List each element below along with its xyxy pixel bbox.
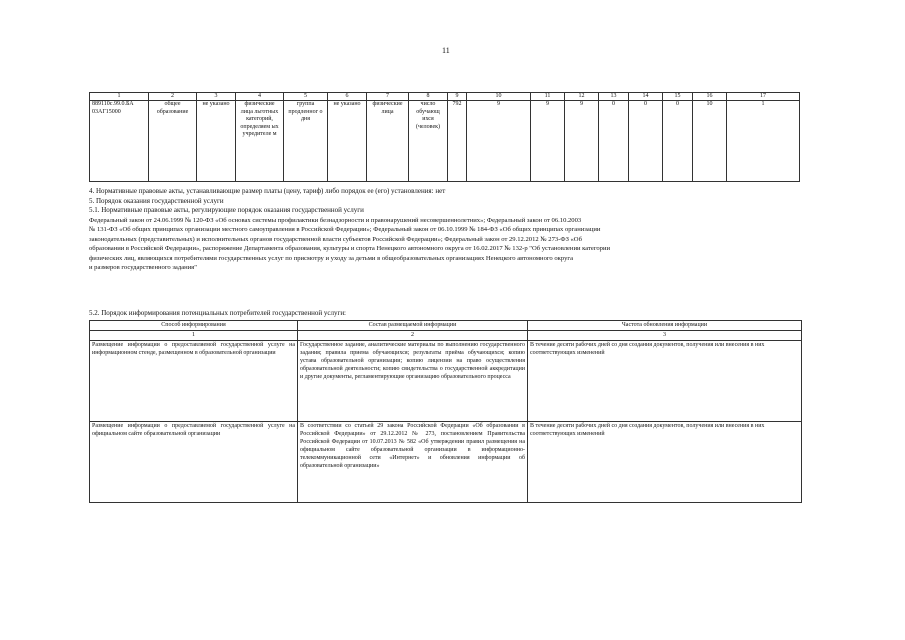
table-cell: 9 — [531, 101, 565, 182]
column-number: 16 — [693, 93, 727, 101]
section-4: 4. Нормативные правовые акты, устанавливающие размер платы (цену, тариф) либо порядок ее (его) установления: нет — [89, 187, 446, 195]
column-number: 1 — [90, 331, 298, 341]
frequency-cell: В течение десяти рабочих дней со дня создания документов, получения или внесения в них соответствующих изменений — [528, 341, 802, 422]
column-header: Частота обновления информации — [528, 321, 802, 331]
table-cell: не указано — [197, 101, 236, 182]
section-5-2: 5.2. Порядок информирования потенциальных потребителей государственной услуги: — [89, 309, 347, 317]
column-number: 5 — [284, 93, 328, 101]
table-row — [90, 341, 802, 422]
column-number: 14 — [629, 93, 663, 101]
table-cell: 0 — [629, 101, 663, 182]
column-number: 13 — [599, 93, 629, 101]
table-cell: общее образование — [149, 101, 197, 182]
laws-line: Федеральный закон от 24.06.1999 № 120-ФЗ «Об основах системы профилактики безнадзорности и правонарушений несовершеннолетних»; Федеральный закон от 06.10.2003 — [89, 216, 582, 224]
table-row — [90, 422, 802, 503]
table-cell: 792 — [448, 101, 467, 182]
method-cell: Размещение информации о предоставляемой государственной услуге на официальном сайте образовательной организации — [90, 422, 298, 503]
page-number: 11 — [442, 46, 450, 55]
laws-line: № 131-ФЗ «Об общих принципах организации местного самоуправления в Российской Федерации»; Федеральный закон от 06.10.1999 № 184-ФЗ «Об общих принципах организации — [89, 226, 601, 233]
column-number: 8 — [409, 93, 448, 101]
text-block — [89, 187, 801, 273]
column-number: 2 — [298, 331, 528, 341]
table-cell: не указано — [328, 101, 367, 182]
content-cell: В соответствии со статьей 29 закона Российской Федерации «Об образовании в Российской Федерации» от 29.12.2012 № 273, постановлением Правительства Российской Федерации от 10.07.2013 № 582 «Об утверждении правил размещения на официальном сайте образовательной организации в информационно-телекоммуникационной сети «Интернет» и обновления информации об образовательной организации» — [298, 422, 528, 503]
laws-line: и размеров государственного задания" — [89, 264, 197, 271]
table-cell: 0 — [599, 101, 629, 182]
column-number: 11 — [531, 93, 565, 101]
table-cell: число обучающ ихся (человек) — [409, 101, 448, 182]
column-number: 15 — [663, 93, 693, 101]
table-cell: 0 — [663, 101, 693, 182]
table-row — [90, 101, 800, 182]
column-number: 6 — [328, 93, 367, 101]
table-cell: группа продленног о дня — [284, 101, 328, 182]
laws-line: образовании в Российской Федерации», распоряжение Департамента образования, культуры и спорта Ненецкого автономного округа от 16.02.2017 № 132-р "Об установлении категории — [89, 245, 611, 252]
table-cell: 1 — [727, 101, 800, 182]
table-cell: 10 — [693, 101, 727, 182]
table-header-row — [90, 93, 800, 101]
column-number: 17 — [727, 93, 800, 101]
table-cell: 9 — [467, 101, 531, 182]
column-number: 7 — [367, 93, 409, 101]
laws-line: физических лиц, являющихся потребителями государственных услуг по присмотру и уходу за детьми в общеобразовательных организациях Ненецкого автономного округа — [89, 254, 574, 262]
table-cell: физические лица льготных категорий, определяем ых учредителе м — [236, 101, 284, 182]
column-number: 3 — [528, 331, 802, 341]
column-number: 2 — [149, 93, 197, 101]
column-number: 12 — [565, 93, 599, 101]
indicators-table — [89, 92, 800, 182]
info-table — [89, 320, 802, 503]
method-cell: Размещение информации о предоставляемой государственной услуге на информационном стенде, размещенном в образовательной организации — [90, 341, 298, 422]
laws-line: законодательных (представительных) и исполнительных органов государственной власти субъектов Российской Федерации»; Федеральный закон от 29.12.2012 № 273-ФЗ «Об — [89, 235, 582, 243]
frequency-cell: В течение десяти рабочих дней со дня создания документов, получения или внесения в них соответствующих изменений — [528, 422, 802, 503]
column-number: 9 — [448, 93, 467, 101]
table-cell: 9 — [565, 101, 599, 182]
column-header: Способ информирования — [90, 321, 298, 331]
table-cell: 889110с.99.0.БА 03АГ15000 — [90, 101, 149, 182]
column-number: 3 — [197, 93, 236, 101]
column-number: 1 — [90, 93, 149, 101]
table-header-row — [90, 321, 802, 331]
section-5-1: 5.1. Нормативные правовые акты, регулирующие порядок оказания государственной услуги — [89, 206, 364, 214]
column-number: 4 — [236, 93, 284, 101]
content-cell: Государственное задание, аналитические материалы по выполнению государственного задания; правила приема обучающихся; результаты приёма обучающихся; копию устава образовательной организации; копию лицензии на право осуществления образовательной деятельности; копию свидетельства о государственной аккредитации и другие документы, регламентирующие организацию образовательного процесса — [298, 341, 528, 422]
section-5: 5. Порядок оказания государственной услуги — [89, 196, 224, 205]
column-header: Состав размещаемой информации — [298, 321, 528, 331]
table-number-row — [90, 331, 802, 341]
column-number: 10 — [467, 93, 531, 101]
table-cell: физические лица — [367, 101, 409, 182]
